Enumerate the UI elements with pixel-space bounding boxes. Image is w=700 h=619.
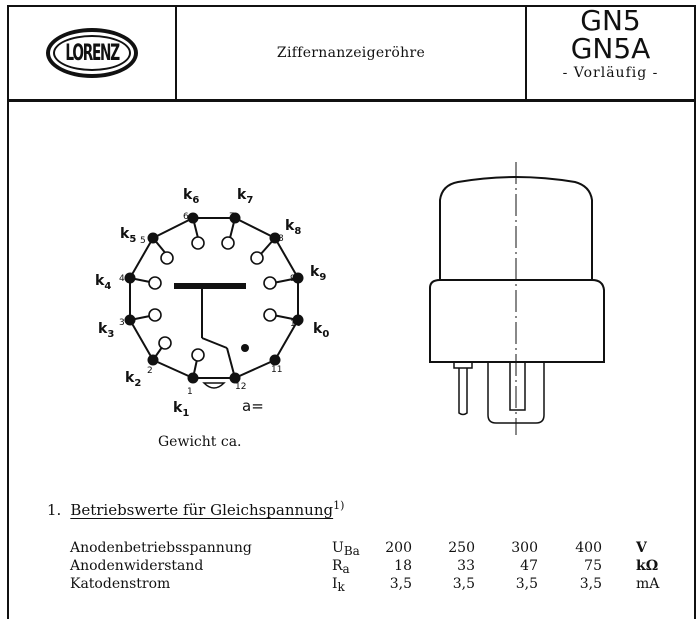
section-heading [47,499,344,519]
svg-text:10: 10 [290,319,302,329]
svg-text:a=: a= [242,397,264,415]
document-title: Ziffernanzeigeröhre [276,45,426,61]
value-cell: 3,5 [389,576,412,592]
value-cell: 3,5 [579,576,602,592]
pin-connection-diagram [85,175,355,439]
symbol-letter: R [332,558,343,574]
symbol-letter: U [332,540,344,556]
type-designation-cell [527,4,694,99]
type-primary: GN5 [580,4,641,37]
status-label: - Vorläufig - [562,65,659,81]
svg-text:k6: $k_6$ [183,187,200,206]
value-cell: 300 [511,540,538,556]
type-secondary: GN5A [570,32,651,65]
svg-text:6: 6 [183,212,189,222]
value-cell: 33 [457,558,475,574]
svg-text:11: 11 [271,365,283,375]
value-cell: 47 [520,558,538,574]
svg-text:1: 1 [187,387,193,397]
tube-drawing-icon [400,160,620,450]
value-cell: 75 [584,558,602,574]
parameter-symbol [332,576,345,592]
svg-text:3: 3 [119,318,125,328]
logo-cell [9,7,175,99]
svg-text:k3: $k_3$ [98,321,115,340]
parameter-symbol [332,540,360,556]
weight-label: Gewicht ca. [158,434,242,450]
symbol-letter: I [332,576,338,592]
section-title: Betriebswerte für Gleichspannung [70,501,334,519]
svg-text:2: 2 [147,366,153,376]
symbol-subscript: a [342,562,350,576]
svg-text:k8: $k_8$ [285,218,302,237]
unit-cell: mA [636,576,660,592]
value-cell: 18 [394,558,412,574]
parameter-symbol [332,558,350,574]
footnote-marker: 1) [333,499,345,512]
svg-text:k9: $k_9$ [310,264,327,283]
value-cell: 400 [575,540,602,556]
svg-text:4: 4 [119,274,125,284]
value-cell: 3,5 [515,576,538,592]
svg-text:k5: $k_5$ [120,226,137,245]
svg-text:k4: $k_4$ [95,273,112,292]
value-cell: 3,5 [452,576,475,592]
value-cell: 200 [385,540,412,556]
svg-text:k2: $k_2$ [125,370,142,389]
svg-text:k1: $k_1$ [173,400,190,419]
parameter-name: Katodenstrom [70,576,171,592]
lorenz-logo-icon [46,28,138,78]
svg-text:12: 12 [235,382,247,392]
svg-text:9: 9 [290,274,296,284]
svg-text:7: 7 [229,212,235,222]
svg-text:8: 8 [278,234,284,244]
svg-text:5: 5 [140,236,146,246]
pin-diagram-icon [85,175,355,435]
logo-text: LORENZ [65,40,119,66]
svg-text:k0: $k_0$ [313,321,330,340]
document-title-cell [177,7,525,99]
symbol-subscript: k [337,580,345,594]
section-number: 1. [47,501,62,519]
parameter-name: Anodenwiderstand [70,558,204,574]
parameter-name: Anodenbetriebsspannung [70,540,252,556]
symbol-subscript: Ba [343,544,360,558]
svg-text:k7: $k_7$ [237,187,254,206]
tube-outline-drawing [400,160,620,454]
unit-cell: V [636,540,647,556]
value-cell: 250 [448,540,475,556]
unit-cell: kΩ [636,558,659,574]
